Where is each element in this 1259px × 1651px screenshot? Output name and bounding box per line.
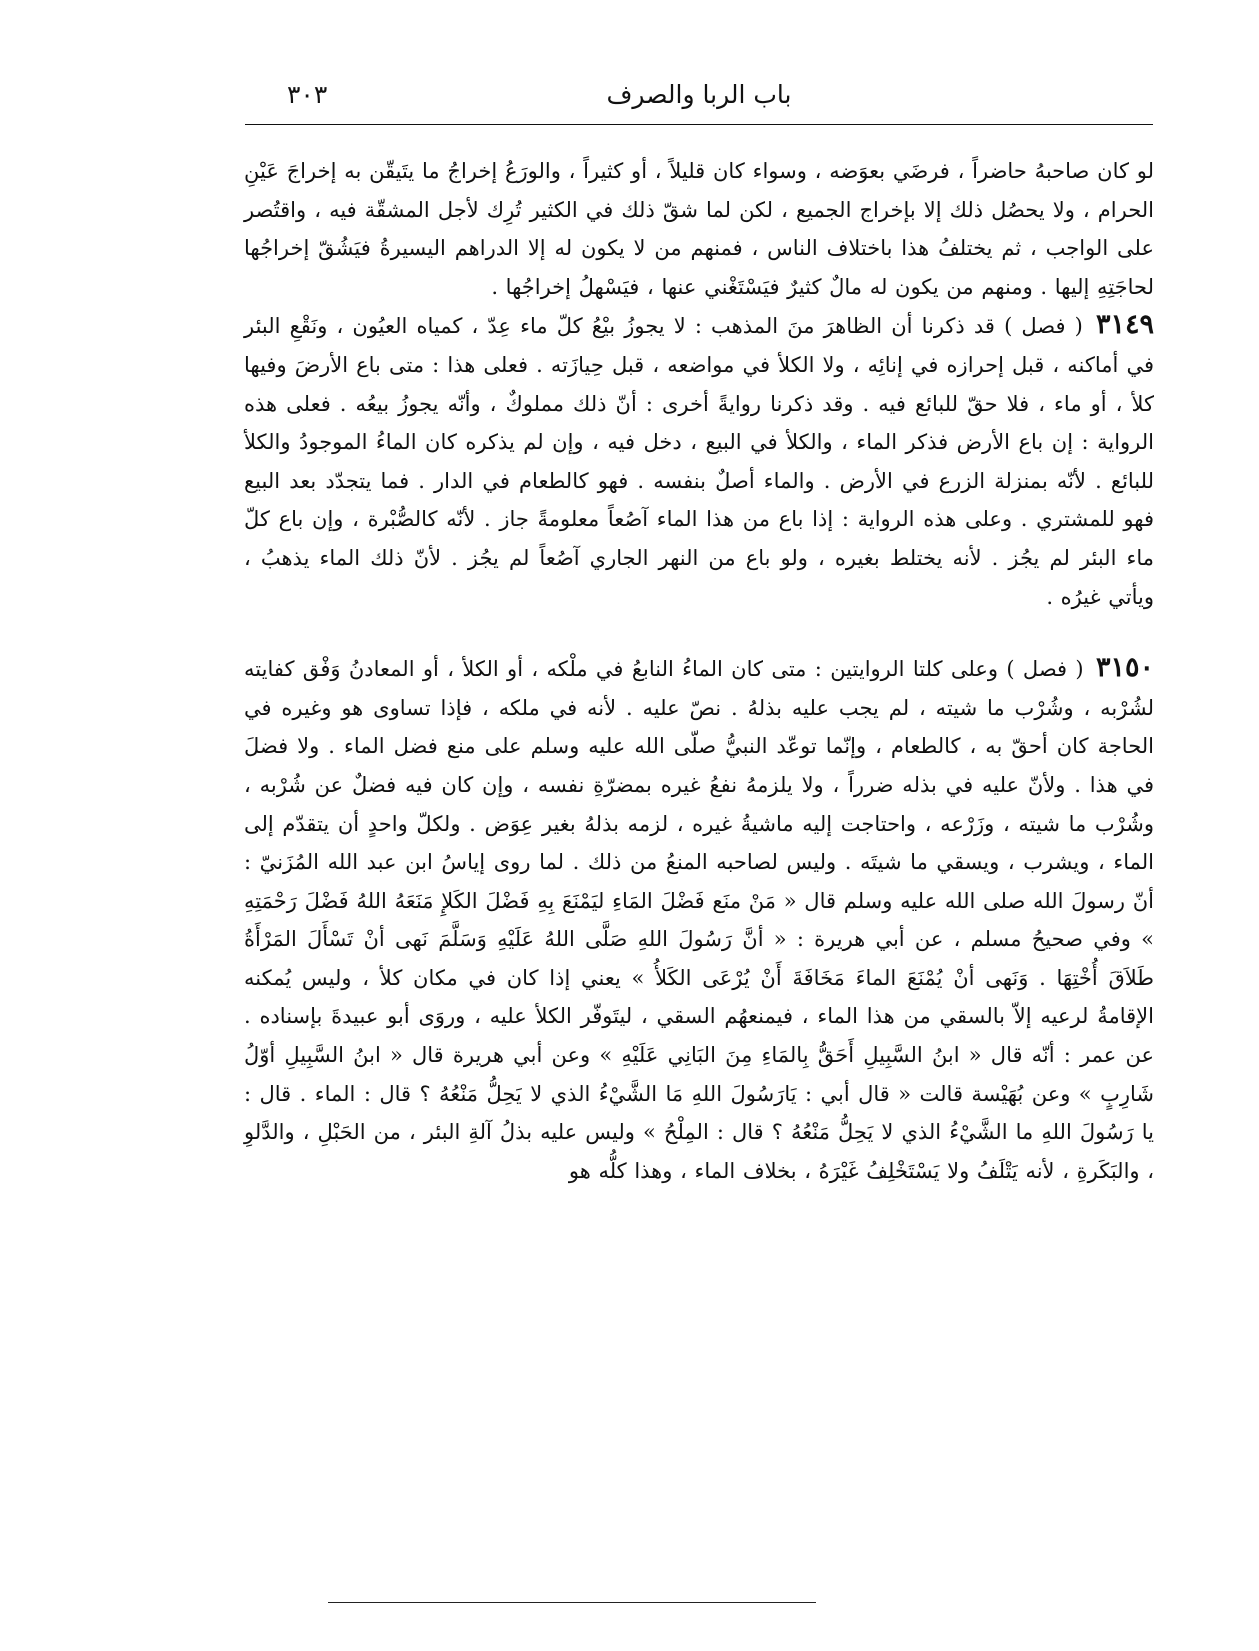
body-text (244, 152, 1154, 1190)
section-number: ٣١٤٩ (1095, 309, 1154, 341)
paragraph-text: ( فصل ) وعلى كلتا الروايتين : متى كان الماءُ النابعُ في ملْكه ، أو الكلأ ، أو المعادنُ وَفْق كفايته لشُرْبه ، وشُرْب ما شيته ، لم يجب عليه بذلهُ . نصّ عليه . لأنه في ملكه ، فإذا تساوى هو وغيره في الحاجة كان أحقّ به ، كالطعام ، وإنّما توعّد النبيُّ صلّى الله عليه وسلم على منع فضل الماء . ولا فضلَ في هذا . ولأنّ عليه في بذله ضرراً ، ولا يلزمهُ نفعُ غيره بمضرّةِ نفسه ، وإن كان فيه فضلٌ عن شُرْبه ، وشُرْب ما شيته ، وزَرْعه ، واحتاجت إليه ماشيةُ غيره ، لزمه بذلهُ بغير عِوَض . ولكلّ واحدٍ أن يتقدّم إلى الماء ، ويشرب ، ويسقي ما شيتَه . وليس لصاحبه المنعُ من ذلك . لما روى إياسُ ابن عبد الله المُزَنيّ : أنّ رسولَ الله صلى الله عليه وسلم قال « مَنْ منَع فَضْلَ المَاءِ ليَمْنَعَ بِهِ فَضْلَ الكَلإِ مَنَعَهُ اللهُ فَضْلَ رَحْمَتِهِ » وفي صحيحُ مسلم ، عن أبي هريرة : « أنَّ رَسُولَ اللهِ صَلَّى اللهُ عَلَيْهِ وَسَلَّمَ نَهى أنْ تَسْأَلَ المَرْأَةُ طَلاَقَ أُخْتِهَا . وَنَهى أنْ يُمْنَعَ الماءَ مَخَافَةَ أَنْ يُرْعَى الكَلأُ » يعني إذا كان في مكان كلأ ، وليس يُمكنه الإقامةُ لرعيه إلاّ بالسقي من هذا الماء ، فيمنعهُم السقي ، ليتَوفّر الكلأ عليه ، وروَى أبو عبيدةَ بإسناده . عن عمر : أنّه قال « ابنُ السَّبِيلِ أَحَقُّ بِالمَاءِ مِنَ البَانِي عَلَيْهِ » وعن أبي هريرة قال « ابنُ السَّبِيلِ أوّلُ شَارِبٍ » وعن بُهَيْسة قالت « قال أبي : يَارَسُولَ اللهِ مَا الشَّيْءُ الذي لا يَحِلُّ مَنْعُهُ ؟ قال : الماء . قال : يا رَسُولَ اللهِ ما الشَّيْءُ الذي لا يَحِلُّ مَنْعُهُ ؟ قال : المِلْحُ » وليس عليه بذلُ آلةِ البئر ، من الحَبْلِ ، والدَّلوِ ، والبَكَرةِ ، لأنه يَتْلَفُ ولا يَسْتَخْلِفُ غَيْرَهُ ، بخلاف الماء ، وهذا كلُّه هو (244, 657, 1155, 1183)
paragraph-continuation (244, 152, 1154, 306)
header-rule (245, 124, 1153, 125)
running-title: باب الربا والصرف (606, 80, 792, 109)
paragraph-text: ( فصل ) قد ذكرنا أن الظاهرَ منَ المذهب : لا يجوزُ بيْعُ كلّ ماء عِدّ ، كمياه العيُون ، ونَقْعِ البئر في أماكنه ، قبل إحرازه في إنائِه ، ولا الكلأ في مواضعه ، قبل حِيازَته . فعلى هذا : متى باع الأرضَ وفيها كلأ ، أو ماء ، فلا حقّ للبائع فيه . وقد ذكرنا روايةً أخرى : أنّ ذلك مملوكٌ ، وأنّه يجوزُ بيعُه . فعلى هذه الرواية : إن باع الأرض فذكر الماء ، والكلأ في البيع ، دخل فيه ، وإن لم يذكره كان الماءُ الموجودُ والكلأ للبائع . لأنّه بمنزلة الزرع في الأرض . والماء أصلٌ بنفسه . فهو كالطعام في الدار . فما يتجدّد بعد البيع فهو للمشتري . وعلى هذه الرواية : إذا باع من هذا الماء آصُعاً معلومةً جاز . لأنّه كالصُّبْرة ، وإن باع كلّ ماء البئر لم يجُز . لأنه يختلط بغيره ، ولو باع من النهر الجاري آصُعاً لم يجُز . لأنّ ذلك الماء يذهبُ ، ويأتي غيرُه . (244, 314, 1154, 609)
paragraph-section-3150 (244, 649, 1154, 1190)
page-header (245, 78, 1153, 122)
page-number: ٣٠٣ (287, 80, 328, 109)
paragraph-section-3149 (244, 306, 1154, 616)
footer-rule (328, 1602, 816, 1603)
section-number: ٣١٥٠ (1095, 652, 1154, 684)
paragraph-text: لو كان صاحبهُ حاضراً ، فرضَي بعوَضه ، وسواء كان قليلاً ، أو كثيراً ، والورَعُ إخراجُ ما يتَيقّن به إخراجَ عَيْنِ الحرام ، ولا يحصُل ذلك إلا بإخراج الجميع ، لكن لما شقّ ذلك في الكثير تُرِك لأجل المشقّة فيه ، واقتُصر على الواجب ، ثم يختلفُ هذا باختلاف الناس ، فمنهم من لا يكون له إلا الدراهم اليسيرةُ فيَشُقّ إخراجُها لحاجَتِهِ إليها . ومنهم من يكون له مالٌ كثيرٌ فيَسْتَغْني عنها ، فيَسْهلُ إخراجُها . (244, 159, 1154, 299)
